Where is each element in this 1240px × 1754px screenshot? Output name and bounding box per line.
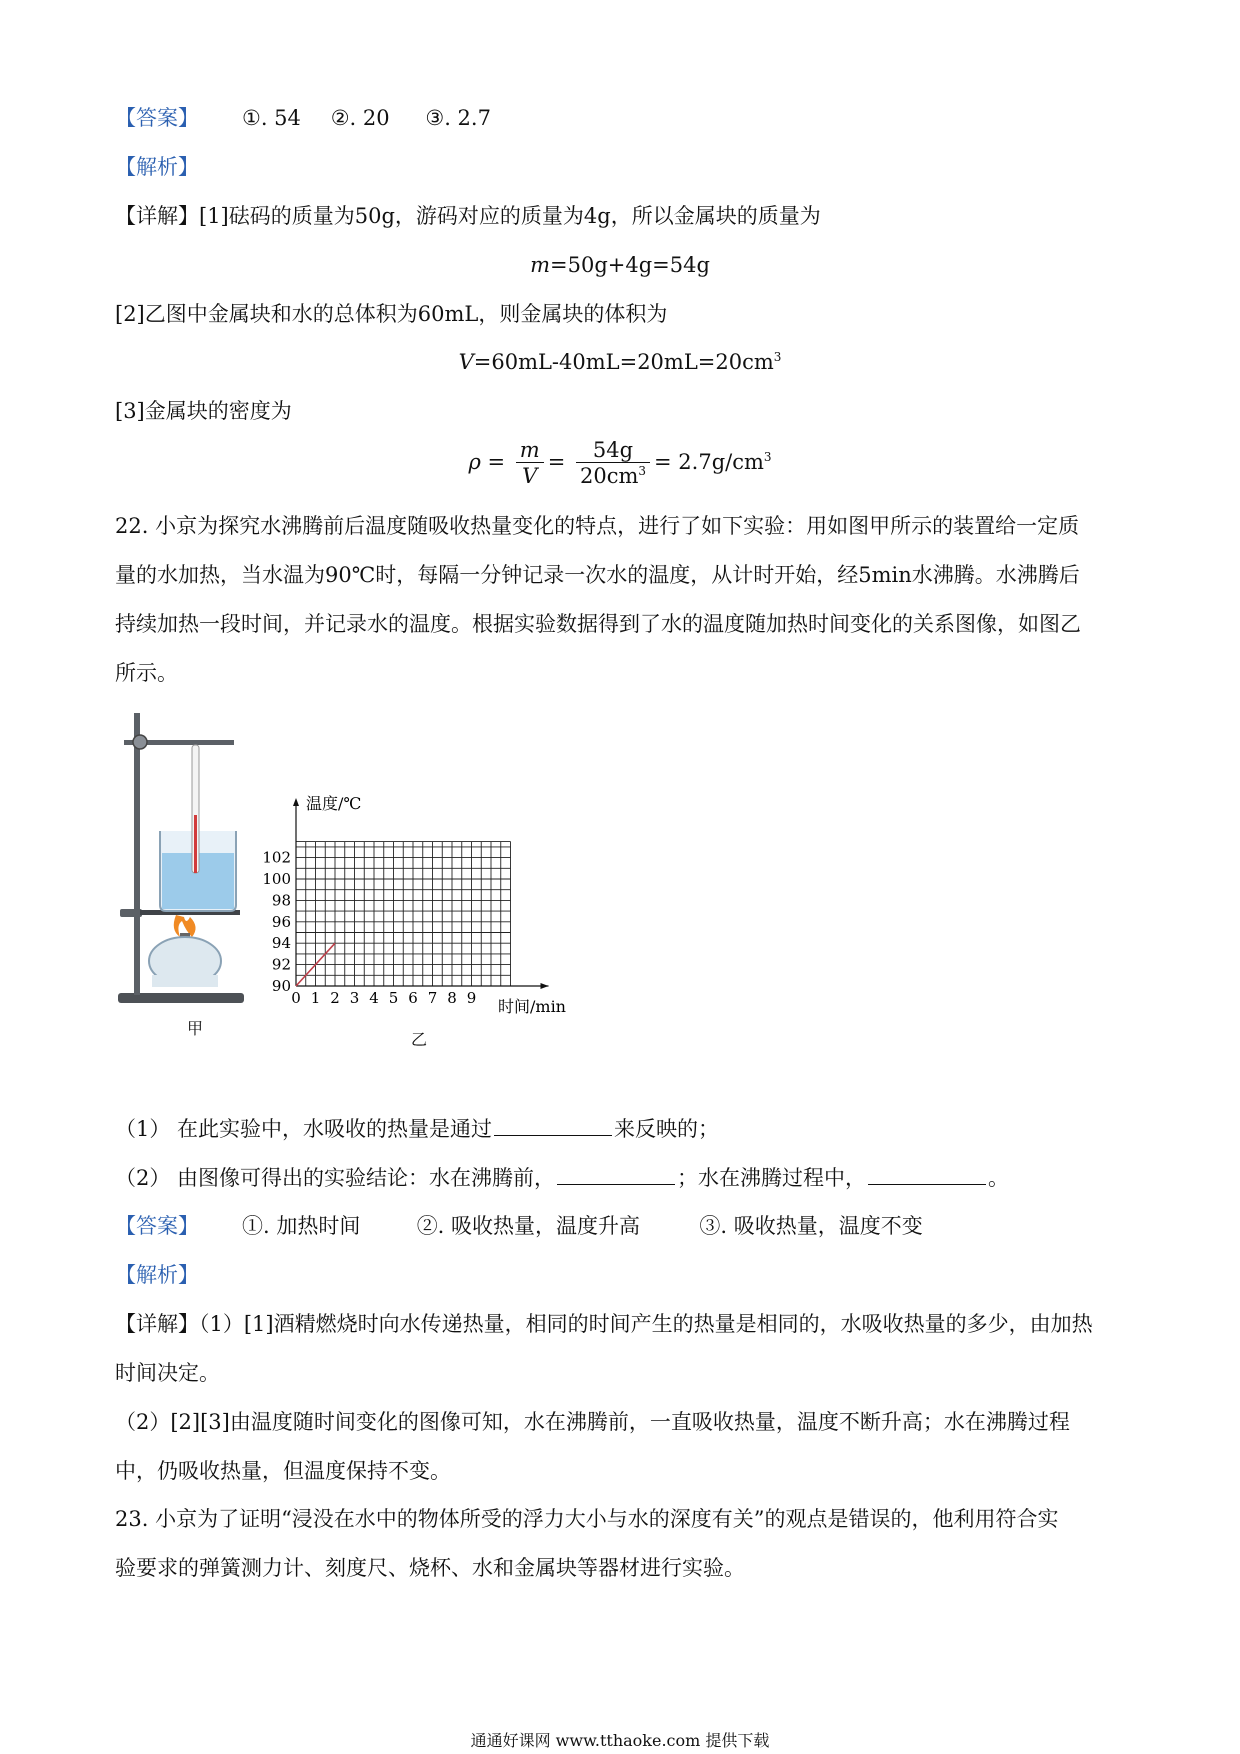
q22-subquestion-1 (115, 1117, 719, 1142)
q23-stem-line-2: 验要求的弹簧测力计、刻度尺、烧杯、水和金属块等器材进行实验。 (115, 1556, 745, 1580)
q22-detail-tag: 【详解】 (115, 1312, 199, 1336)
q21-answer-1: ①. 54 (242, 106, 301, 130)
q22-detail-text-1: （1）[1]酒精燃烧时向水传递热量，相同的时间产生的热量是相同的，水吸收热量的多少，由加热 (199, 1312, 1093, 1336)
answer-blank-2 (557, 1166, 675, 1185)
q22-answer-1: ①. 加热时间 (242, 1214, 361, 1238)
q22-stem-line-3: 持续加热一段时间，并记录水的温度。根据实验数据得到了水的温度随加热时间变化的关系图像，如图乙 (115, 612, 1081, 636)
q22-sub2-mid: ；水在沸腾过程中， (677, 1166, 867, 1190)
apparatus-figure (110, 705, 250, 1005)
q21-equation-volume (0, 350, 1240, 374)
y-tick-label: 96 (271, 912, 291, 931)
q22-subquestion-2 (115, 1166, 1009, 1191)
ring-clamp (120, 909, 142, 917)
q21-eq2-rest: =60mL-40mL=20mL=20cm (473, 350, 774, 374)
y-tick-label: 92 (271, 955, 291, 974)
q21-frac2 (576, 438, 650, 489)
x-tick-label: 0 (291, 989, 301, 1007)
fig-yi-label: 乙 (411, 1030, 428, 1049)
q22-sub2-pre: （2） 由图像可得出的实验结论：水在沸腾前， (115, 1166, 556, 1190)
answer-blank-3 (868, 1166, 986, 1185)
q21-eq1-rest: =50g+4g=54g (550, 253, 710, 277)
chart-ticks (262, 849, 476, 1007)
q21-analysis-tag: 【解析】 (115, 155, 199, 179)
q21-eq3-result-exp: 3 (763, 450, 772, 465)
q21-frac2-num: 54g (576, 438, 650, 463)
fig-jia-label: 甲 (187, 1019, 204, 1038)
q21-answer-tag: 【答案】 (115, 106, 199, 130)
clamp-knob (133, 735, 147, 749)
q22-detail-line-4: 中，仍吸收热量，但温度保持不变。 (115, 1459, 451, 1483)
y-tick-label: 100 (262, 870, 291, 888)
q22-detail-line-2: 时间决定。 (115, 1361, 220, 1385)
x-tick-label: 2 (330, 989, 340, 1007)
q22-answers (242, 1214, 923, 1239)
q21-eq2-var: V (458, 350, 474, 374)
q22-analysis-tag: 【解析】 (115, 1263, 199, 1287)
q21-detail-text: [1]砝码的质量为50g，游码对应的质量为4g，所以金属块的质量为 (199, 204, 821, 228)
q22-sub2-post: 。 (988, 1166, 1010, 1190)
y-tick-label: 94 (271, 934, 291, 953)
q21-frac1 (516, 438, 544, 489)
x-tick-label: 1 (310, 989, 321, 1007)
x-tick-label: 3 (349, 989, 360, 1007)
q21-equation-density: ρ = $\frac{m}{V}$ = $\frac{54g}{20cm^3}$ = $2.7g/cm^3$ (468, 438, 772, 489)
x-tick-label: 5 (388, 989, 399, 1007)
q22-stem-line-1: 22. 小京为探究水沸腾前后温度随吸收热量变化的特点，进行了如下实验：用如图甲所示的装置给一定质 (115, 514, 1080, 538)
temperature-chart (262, 790, 582, 1030)
q21-answer-2: ②. 20 (330, 106, 390, 130)
x-axis-arrow-icon (541, 983, 549, 989)
q21-eq1-var: m (530, 253, 550, 277)
x-tick-label: 4 (369, 989, 379, 1007)
q21-eq3-result: 2.7g/cm (678, 450, 764, 475)
page-footer: 通通好课网 www.tthaoke.com 提供下载 (470, 1731, 770, 1750)
q21-frac2-den: $20cm^3$ (579, 464, 647, 489)
q22-answer-3: ③. 吸收热量，温度不变 (699, 1214, 923, 1238)
q22-sub1-pre: （1） 在此实验中，水吸收的热量是通过 (115, 1117, 493, 1141)
chart-grid (296, 842, 511, 986)
x-tick-label: 6 (408, 989, 418, 1007)
q23-stem-line-1: 23. 小京为了证明“浸没在水中的物体所受的浮力大小与水的深度有关”的观点是错误的，他利用符合实 (115, 1507, 1059, 1531)
x-tick-label: 9 (466, 989, 477, 1007)
y-tick-label: 98 (271, 891, 291, 910)
q21-detail-tag: 【详解】 (115, 204, 199, 228)
q21-line2: [2]乙图中金属块和水的总体积为60mL，则金属块的体积为 (115, 302, 668, 326)
chart-xlabel: 时间/min (498, 997, 566, 1016)
q22-answer-2: ②. 吸收热量，温度升高 (416, 1214, 641, 1238)
q21-frac1-den: V (522, 464, 538, 489)
q21-line3: [3]金属块的密度为 (115, 399, 292, 423)
q21-detail-line (115, 204, 821, 229)
y-tick-label: 90 (271, 977, 291, 995)
answer-blank-1 (494, 1117, 612, 1136)
q22-stem-line-2: 量的水加热，当水温为90℃时，每隔一分钟记录一次水的温度，从计时开始，经5min水沸腾。水沸腾后 (115, 563, 1080, 587)
q22-stem-line-4: 所示。 (115, 661, 178, 685)
q21-eq2-exp: 3 (773, 350, 782, 364)
q22-sub1-post: 来反映的； (614, 1117, 720, 1141)
x-tick-label: 8 (447, 989, 457, 1007)
x-tick-label: 7 (427, 989, 438, 1007)
y-axis-arrow-icon (293, 798, 299, 806)
stand-rod (134, 713, 140, 995)
y-tick-label: 102 (262, 848, 291, 867)
q22-detail-line-1 (115, 1312, 1093, 1337)
q21-equation-mass (0, 253, 1240, 277)
q21-eq3-rho: ρ (468, 450, 481, 475)
q21-answer-3: ③. 2.7 (425, 106, 491, 130)
q22-detail-line-3: （2）[2][3]由温度随时间变化的图像可知，水在沸腾前，一直吸收热量，温度不断升高；水在沸腾过程 (115, 1410, 1070, 1434)
chart-ylabel: 温度/℃ (306, 794, 362, 813)
thermometer-liquid (194, 815, 197, 873)
q21-frac1-num: m (516, 438, 544, 463)
alcohol-lamp-foot (152, 975, 218, 987)
q22-answer-tag: 【答案】 (115, 1214, 199, 1238)
q21-answers (242, 106, 491, 131)
